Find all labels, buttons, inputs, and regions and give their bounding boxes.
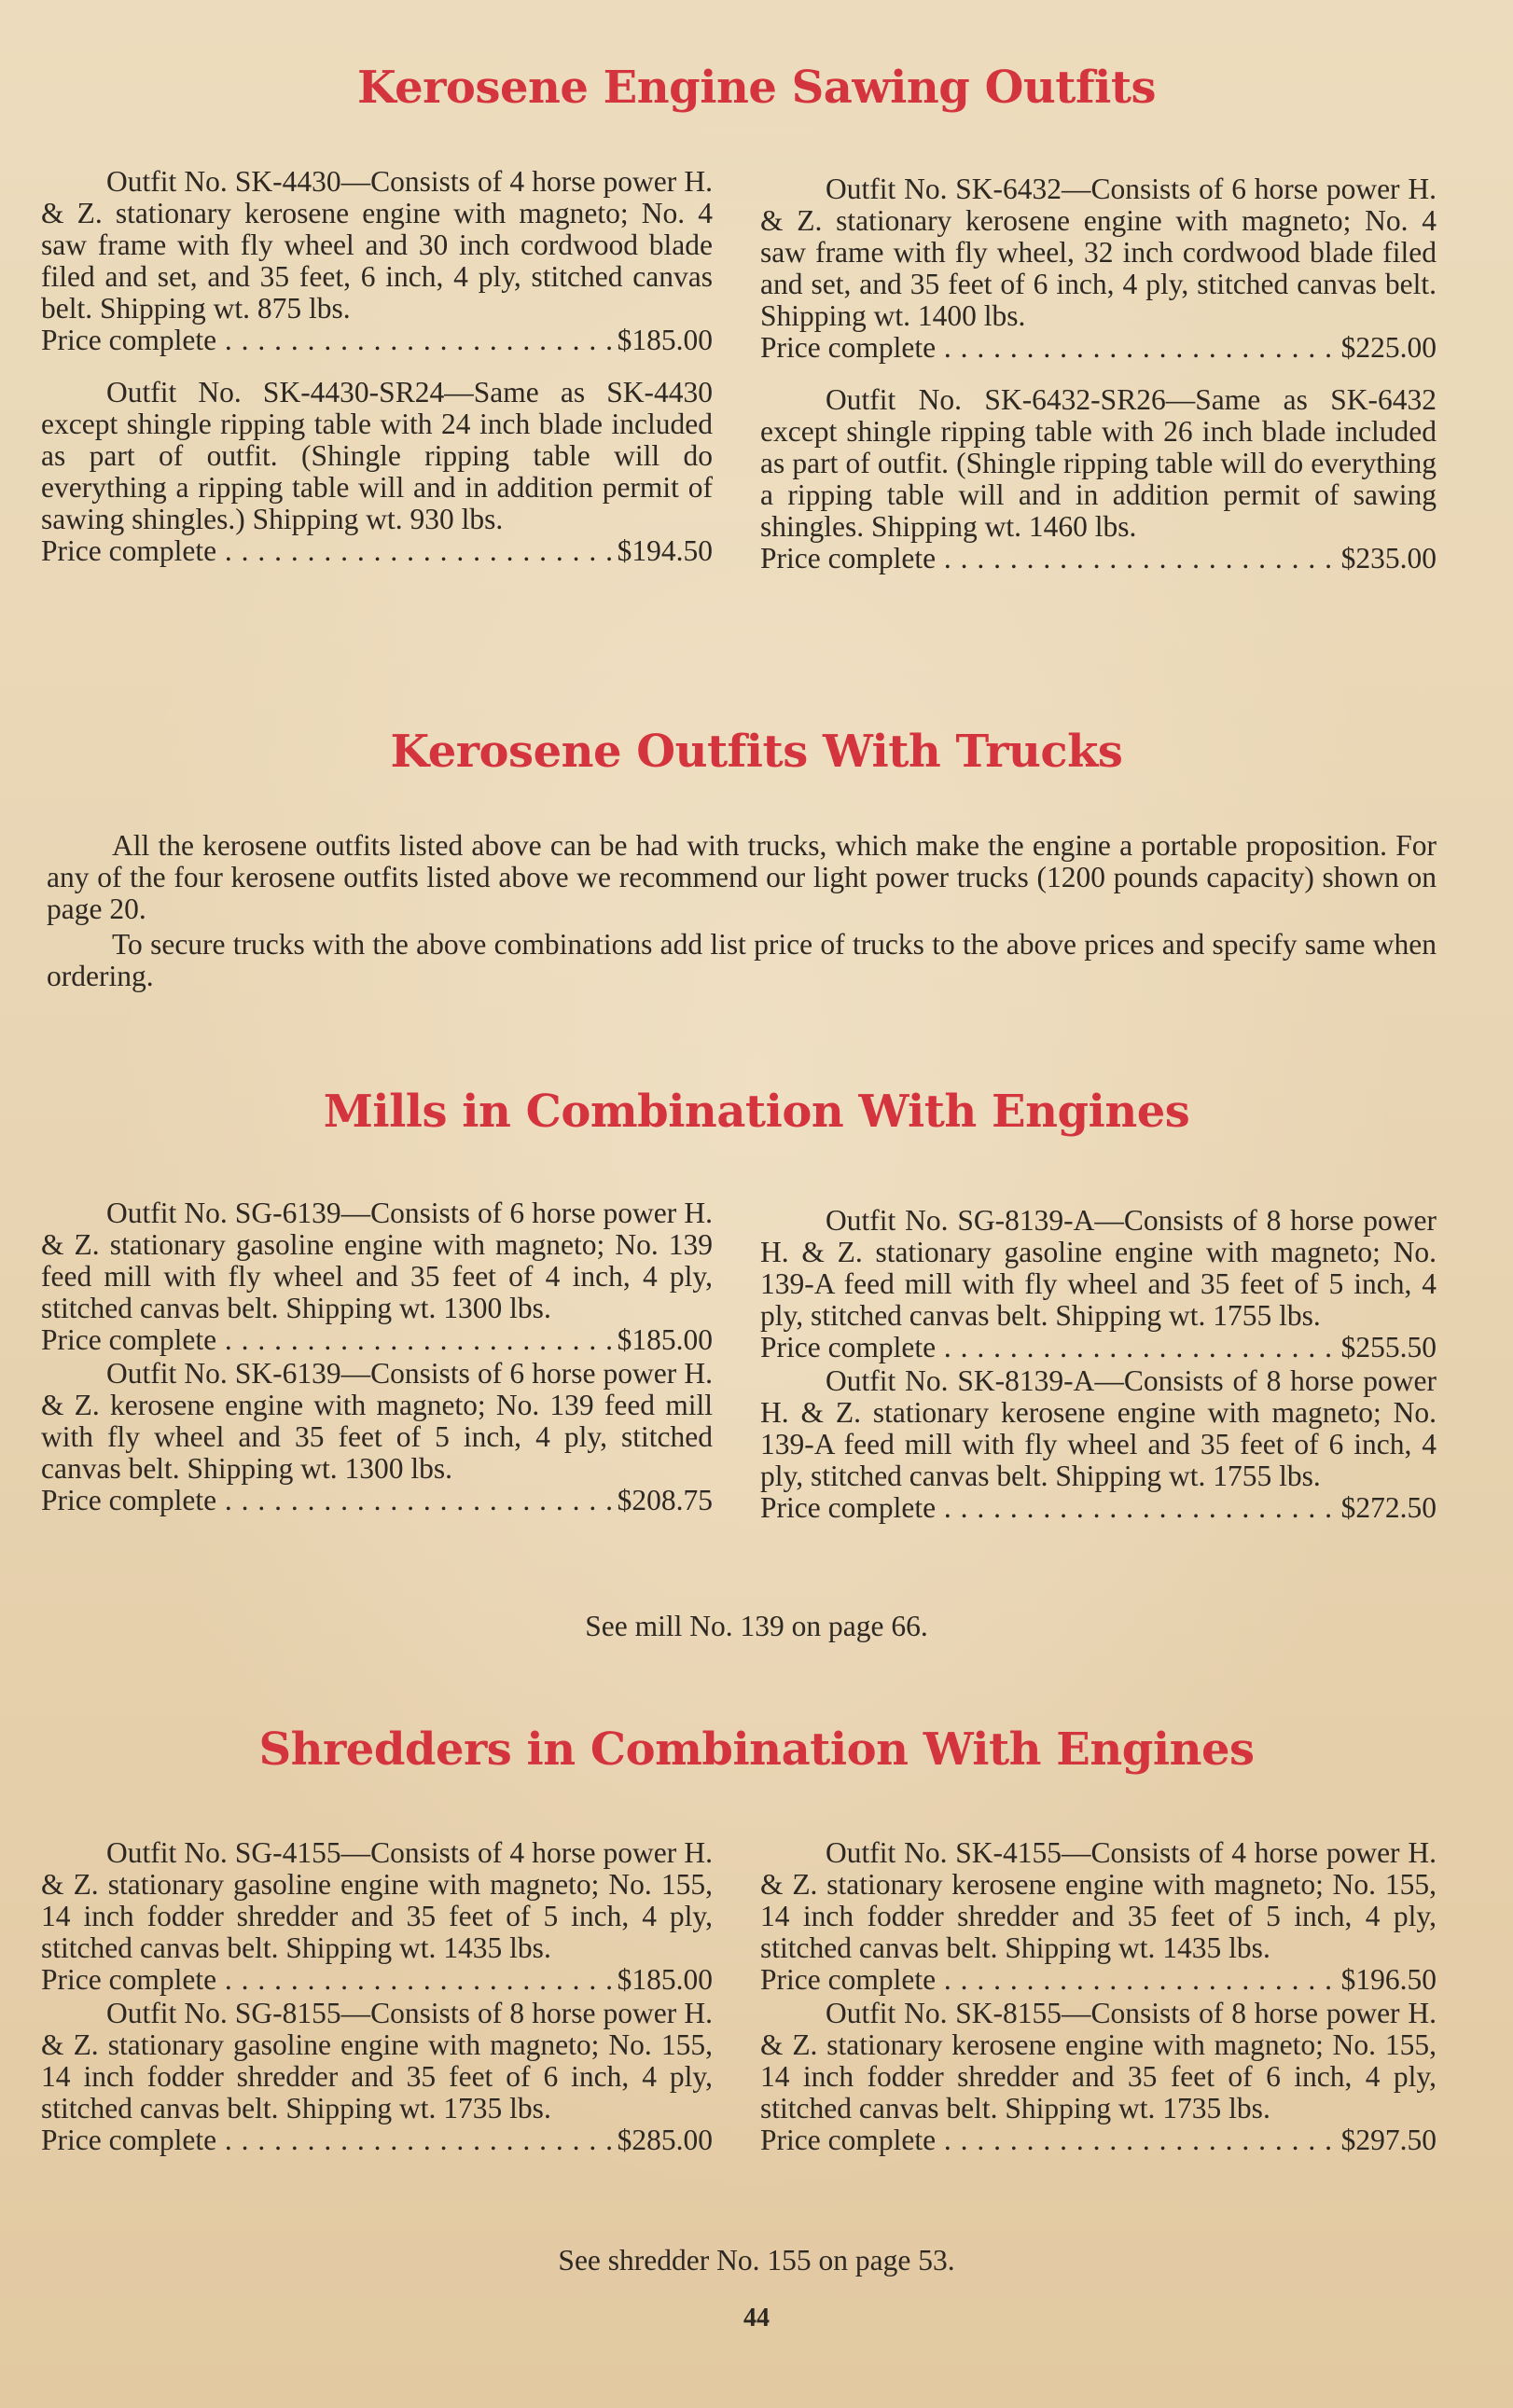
price-line <box>41 1964 713 1996</box>
outfit-description: Outfit No. SK-8155—Consists of 8 horse power H. & Z. stationary kerosene engine with magneto; No. 155, 14 inch fodder shredder and 35 feet of 6 inch, 4 ply, stitched canvas belt. Shipping wt. 1735 lbs. <box>760 1997 1437 2124</box>
trucks-paragraph: To secure trucks with the above combinations add list price of trucks to the above prices and specify same when ordering. <box>47 928 1437 992</box>
price: $185.00 <box>617 1963 713 1996</box>
outfit-entry <box>41 1358 713 1516</box>
price-label: Price complete . . . <box>760 543 1336 574</box>
section-title-shredders: Shredders in Combination With Engines <box>258 1723 1255 1776</box>
outfit-description: Outfit No. SG-8155—Consists of 8 horse power H. & Z. stationary gasoline engine with magneto; No. 155, 14 inch fodder shredder and 35 feet of 6 inch, 4 ply, stitched canvas belt. Shipping wt. 1735 lbs. <box>41 1997 713 2124</box>
price-label: Price complete . . . <box>760 1492 1336 1524</box>
price-label: Price complete . . . <box>41 1485 612 1516</box>
price-line <box>760 543 1437 574</box>
outfit-description: Outfit No. SG-4155—Consists of 4 horse power H. & Z. stationary gasoline engine with magneto; No. 155, 14 inch fodder shredder and 35 feet of 5 inch, 4 ply, stitched canvas belt. Shipping wt. 1435 lbs. <box>41 1836 713 1964</box>
sawing-left-column <box>41 166 713 567</box>
outfit-entry <box>41 1998 713 2156</box>
trucks-text <box>47 830 1437 992</box>
outfit-description: Outfit No. SK-6432-SR26—Same as SK-6432 except shingle ripping table with 26 inch blade included as part of outfit. (Shingle ripping table will do everything a ripping table will and in addition permit of sawing shingles. Shipping wt. 1460 lbs. <box>760 383 1437 543</box>
outfit-description: Outfit No. SG-6139—Consists of 6 horse power H. & Z. stationary gasoline engine with magneto; No. 139 feed mill with fly wheel and 35 feet of 4 inch, 4 ply, stitched canvas belt. Shipping wt. 1300 lbs. <box>41 1197 713 1324</box>
price-line <box>760 332 1437 364</box>
price-line <box>41 2124 713 2156</box>
price-label: Price complete . . . <box>760 1332 1336 1363</box>
price: $297.50 <box>1340 2124 1437 2156</box>
outfit-description: Outfit No. SK-4155—Consists of 4 horse power H. & Z. stationary kerosene engine with magneto; No. 155, 14 inch fodder shredder and 35 feet of 5 inch, 4 ply, stitched canvas belt. Shipping wt. 1435 lbs. <box>760 1836 1437 1964</box>
outfit-entry <box>41 166 713 356</box>
outfit-description: Outfit No. SK-6432—Consists of 6 horse power H. & Z. stationary kerosene engine with magneto; No. 4 saw frame with fly wheel, 32 inch cordwood blade filed and set, and 35 feet of 6 inch, 4 ply, stitched canvas belt. Shipping wt. 1400 lbs. <box>760 173 1437 332</box>
mill-reference-note: See mill No. 139 on page 66. <box>585 1610 928 1642</box>
outfit-description: Outfit No. SK-6139—Consists of 6 horse power H. & Z. kerosene engine with magneto; No. 139 feed mill with fly wheel and 35 feet of 5 inch, 4 ply, stitched canvas belt. Shipping wt. 1300 lbs. <box>41 1357 713 1485</box>
mills-left-column <box>41 1197 713 1516</box>
outfit-entry <box>760 1365 1437 1524</box>
mills-right-column <box>760 1205 1437 1524</box>
price-label: Price complete . . . <box>760 332 1336 364</box>
price: $208.75 <box>617 1484 713 1516</box>
price-label: Price complete . . . <box>41 1324 612 1356</box>
price-label: Price complete . . . <box>41 535 612 567</box>
page-number: 44 <box>743 2304 770 2332</box>
price-line <box>760 1332 1437 1363</box>
section-title-mills: Mills in Combination With Engines <box>323 1086 1190 1138</box>
price-line <box>41 1485 713 1516</box>
price-line <box>41 535 713 567</box>
trucks-paragraph: All the kerosene outfits listed above can be had with trucks, which make the engine a portable proposition. For any of the four kerosene outfits listed above we recommend our light power trucks (1200 pounds capacity) shown on page 20. <box>47 829 1437 925</box>
outfit-entry <box>760 384 1437 574</box>
outfit-entry <box>760 1837 1437 1996</box>
price-line <box>760 2124 1437 2156</box>
shredders-left-column <box>41 1837 713 2156</box>
price-line <box>41 325 713 356</box>
price: $196.50 <box>1340 1963 1437 1996</box>
section-title-trucks: Kerosene Outfits With Trucks <box>390 726 1123 778</box>
section-title-sawing: Kerosene Engine Sawing Outfits <box>356 62 1157 114</box>
price: $185.00 <box>617 324 713 356</box>
price: $194.50 <box>617 534 713 567</box>
shredders-right-column <box>760 1837 1437 2156</box>
sawing-right-column <box>760 173 1437 574</box>
price: $185.00 <box>617 1323 713 1356</box>
outfit-description: Outfit No. SK-4430-SR24—Same as SK-4430 except shingle ripping table with 24 inch blade included as part of outfit. (Shingle ripping table will do everything a ripping table will and in addition permit of sawing shingles.) Shipping wt. 930 lbs. <box>41 376 713 535</box>
price: $285.00 <box>617 2124 713 2156</box>
price: $235.00 <box>1340 542 1437 574</box>
outfit-description: Outfit No. SK-8139-A—Consists of 8 horse power H. & Z. stationary kerosene engine with magneto; No. 139-A feed mill with fly wheel and 35 feet of 6 inch, 4 ply, stitched canvas belt. Shipping wt. 1755 lbs. <box>760 1364 1437 1492</box>
price-label: Price complete . . . <box>760 1964 1336 1996</box>
price-line <box>760 1964 1437 1996</box>
price: $255.50 <box>1340 1331 1437 1363</box>
price-line <box>760 1492 1437 1524</box>
price-line <box>41 1324 713 1356</box>
outfit-entry <box>760 1998 1437 2156</box>
price-label: Price complete . . . <box>41 325 612 356</box>
price: $225.00 <box>1340 331 1437 364</box>
outfit-entry <box>41 377 713 567</box>
outfit-description: Outfit No. SG-8139-A—Consists of 8 horse power H. & Z. stationary gasoline engine with magneto; No. 139-A feed mill with fly wheel and 35 feet of 5 inch, 4 ply, stitched canvas belt. Shipping wt. 1755 lbs. <box>760 1204 1437 1332</box>
outfit-description: Outfit No. SK-4430—Consists of 4 horse power H. & Z. stationary kerosene engine with magneto; No. 4 saw frame with fly wheel and 30 inch cordwood blade filed and set, and 35 feet, 6 inch, 4 ply, stitched canvas belt. Shipping wt. 875 lbs. <box>41 165 713 325</box>
outfit-entry <box>760 1205 1437 1363</box>
shredder-reference-note: See shredder No. 155 on page 53. <box>558 2244 955 2277</box>
outfit-entry <box>41 1197 713 1356</box>
price-label: Price complete . . . <box>41 2124 612 2156</box>
price-label: Price complete . . . <box>760 2124 1336 2156</box>
outfit-entry <box>41 1837 713 1996</box>
price: $272.50 <box>1340 1491 1437 1524</box>
outfit-entry <box>760 173 1437 364</box>
price-label: Price complete . . . <box>41 1964 612 1996</box>
